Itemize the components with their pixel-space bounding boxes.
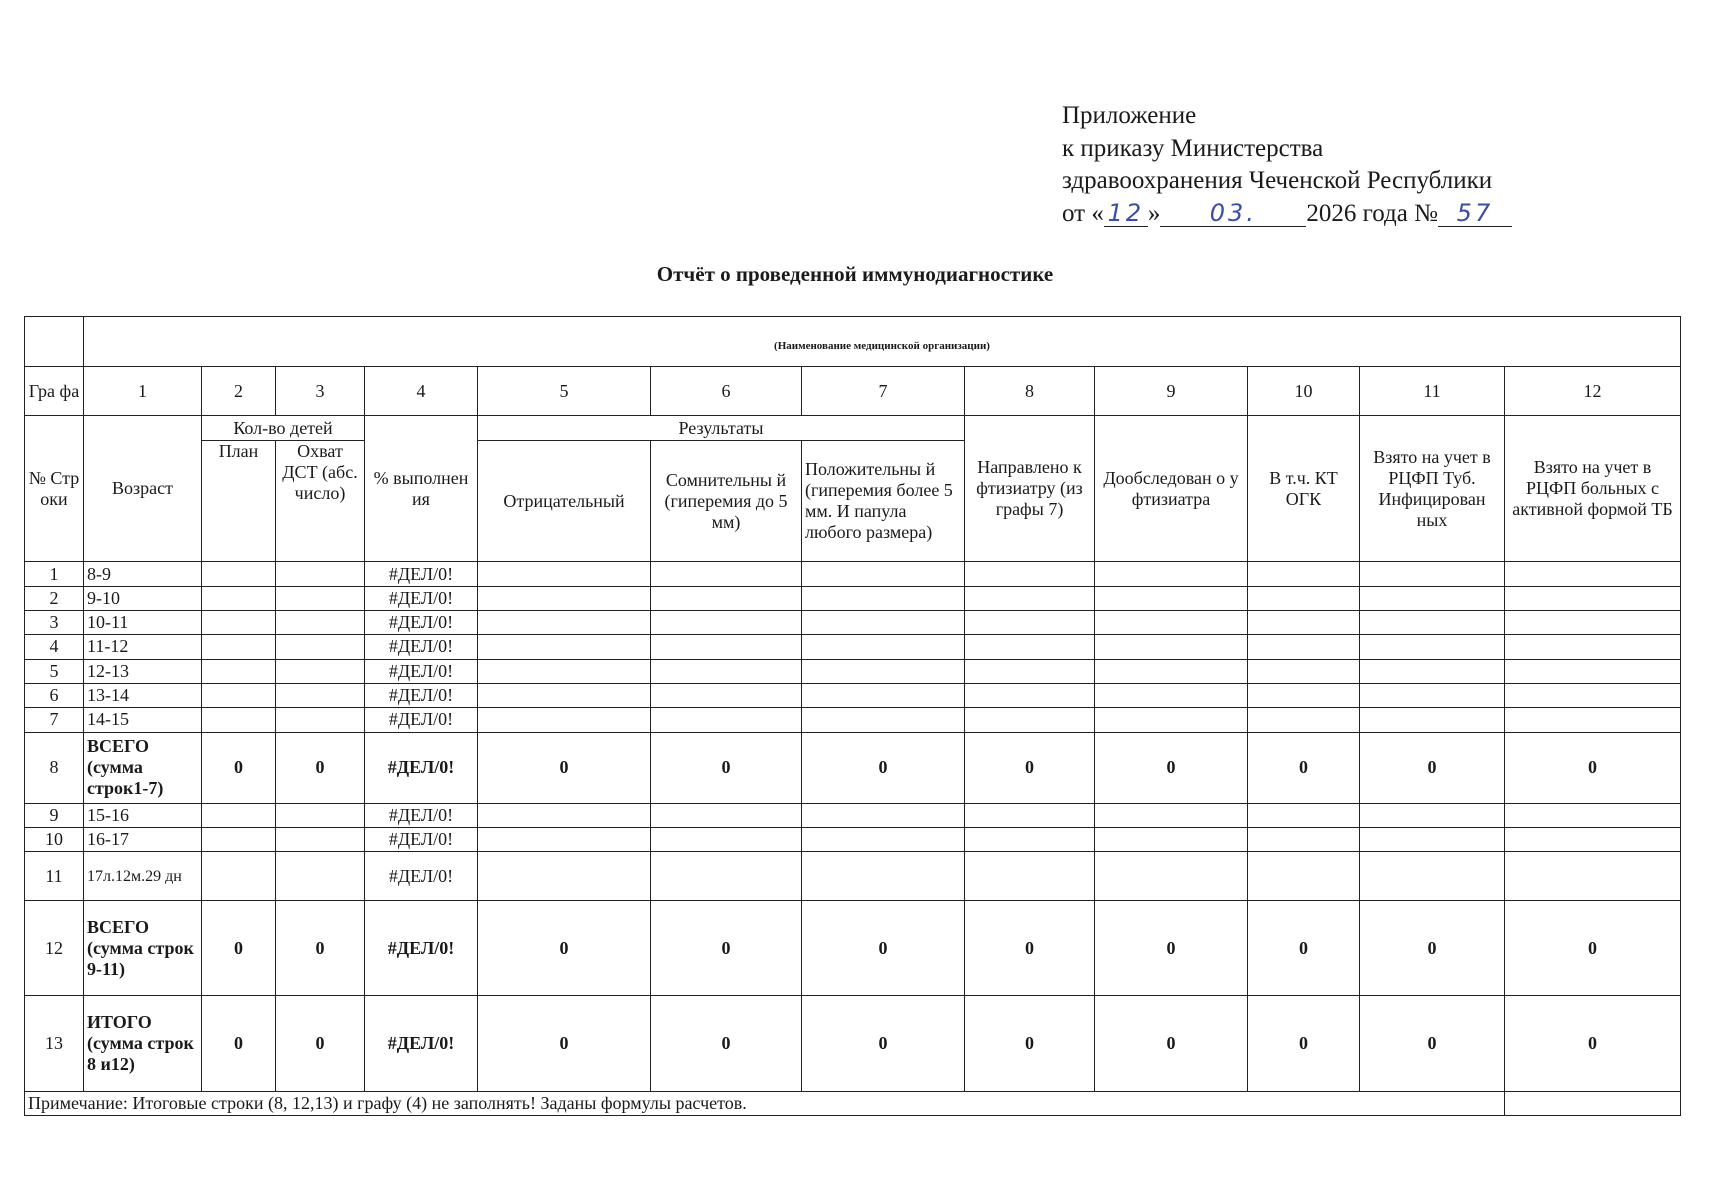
blank-cell xyxy=(1505,1091,1681,1115)
plan-cell[interactable] xyxy=(202,586,276,610)
value-cell[interactable] xyxy=(1505,803,1681,827)
coverage-cell[interactable] xyxy=(276,708,365,732)
value-cell[interactable]: 0 xyxy=(1095,900,1248,995)
header-referred: Направлено к фтизиатру (из графы 7) xyxy=(965,416,1095,562)
value-cell[interactable]: 0 xyxy=(1360,996,1505,1091)
value-cell[interactable] xyxy=(478,803,651,827)
table-row xyxy=(25,708,1681,732)
coverage-cell[interactable]: 0 xyxy=(276,732,365,803)
value-cell[interactable] xyxy=(1505,586,1681,610)
header-results: Результаты xyxy=(478,416,965,440)
column-number: 1 xyxy=(84,366,202,416)
age-cell[interactable]: 14-15 xyxy=(84,708,202,732)
value-cell[interactable] xyxy=(1248,611,1360,635)
header-registered-infected: Взято на учет в РЦФП Туб. Инфицирован ных xyxy=(1360,416,1505,562)
row-number-cell[interactable]: 13 xyxy=(25,996,84,1091)
value-cell[interactable] xyxy=(1360,611,1505,635)
date-mid: » xyxy=(1147,199,1161,227)
value-cell[interactable] xyxy=(1248,803,1360,827)
header-positive: Положительны й (гиперемия более 5 мм. И папула любого размера) xyxy=(802,440,965,562)
header-coverage: Охват ДСТ (абс. число) xyxy=(276,440,365,562)
table-row xyxy=(25,586,1681,610)
table-row xyxy=(25,562,1681,586)
value-cell[interactable] xyxy=(1248,683,1360,707)
appendix-line: Приложение xyxy=(1062,102,1197,129)
age-cell[interactable]: ВСЕГО (сумма строк1-7) xyxy=(84,732,202,803)
value-cell[interactable] xyxy=(1505,562,1681,586)
value-cell[interactable] xyxy=(1248,659,1360,683)
value-cell[interactable]: 0 xyxy=(802,732,965,803)
date-year: 2026 года № xyxy=(1306,199,1438,227)
value-cell[interactable] xyxy=(478,852,651,901)
column-number: 5 xyxy=(478,366,651,416)
value-cell[interactable] xyxy=(478,708,651,732)
value-cell[interactable] xyxy=(802,708,965,732)
report-table xyxy=(24,316,1681,1116)
table-row xyxy=(25,611,1681,635)
appendix-line: здравоохранения Чеченской Республики xyxy=(1062,167,1493,194)
column-number: 4 xyxy=(365,366,478,416)
value-cell[interactable] xyxy=(965,803,1095,827)
value-cell[interactable] xyxy=(802,635,965,659)
coverage-cell[interactable] xyxy=(276,635,365,659)
value-cell[interactable] xyxy=(1095,635,1248,659)
value-cell[interactable] xyxy=(1095,611,1248,635)
value-cell[interactable]: 0 xyxy=(1360,900,1505,995)
note-row xyxy=(25,1091,1681,1115)
percent-cell[interactable]: #ДЕЛ/0! xyxy=(365,708,478,732)
value-cell[interactable] xyxy=(1360,803,1505,827)
order-number: 57 xyxy=(1438,200,1512,227)
header-doubtful: Сомнительны й (гиперемия до 5 мм) xyxy=(651,440,802,562)
value-cell[interactable]: 0 xyxy=(651,996,802,1091)
age-cell[interactable]: 15-16 xyxy=(84,803,202,827)
date-prefix: от « xyxy=(1062,199,1104,227)
value-cell[interactable]: 0 xyxy=(802,900,965,995)
header-kids-count: Кол-во детей xyxy=(202,416,365,440)
plan-cell[interactable] xyxy=(202,562,276,586)
plan-cell[interactable]: 0 xyxy=(202,732,276,803)
coverage-cell[interactable] xyxy=(276,683,365,707)
value-cell[interactable] xyxy=(478,586,651,610)
age-cell[interactable]: 16-17 xyxy=(84,827,202,851)
value-cell[interactable]: 0 xyxy=(965,900,1095,995)
age-cell[interactable]: 13-14 xyxy=(84,683,202,707)
value-cell[interactable] xyxy=(965,562,1095,586)
row-number-cell[interactable]: 9 xyxy=(25,803,84,827)
value-cell[interactable]: 0 xyxy=(1505,996,1681,1091)
row-number-cell[interactable]: 7 xyxy=(25,708,84,732)
row-number-cell[interactable]: 1 xyxy=(25,562,84,586)
value-cell[interactable] xyxy=(1095,683,1248,707)
value-cell[interactable]: 0 xyxy=(1248,900,1360,995)
plan-cell[interactable] xyxy=(202,635,276,659)
percent-cell[interactable]: #ДЕЛ/0! xyxy=(365,659,478,683)
plan-cell[interactable] xyxy=(202,827,276,851)
value-cell[interactable] xyxy=(1360,659,1505,683)
table-row xyxy=(25,732,1681,803)
coverage-cell[interactable] xyxy=(276,562,365,586)
value-cell[interactable] xyxy=(1505,827,1681,851)
column-number: 8 xyxy=(965,366,1095,416)
value-cell[interactable] xyxy=(1248,635,1360,659)
row-number-cell[interactable]: 8 xyxy=(25,732,84,803)
header-percent: % выполнен ия xyxy=(365,416,478,562)
coverage-cell[interactable] xyxy=(276,611,365,635)
value-cell[interactable] xyxy=(1095,562,1248,586)
percent-cell[interactable]: #ДЕЛ/0! xyxy=(365,900,478,995)
header-ct: В т.ч. КТ ОГК xyxy=(1248,416,1360,562)
note-text: Примечание: Итоговые строки (8, 12,13) и графу (4) не заполнять! Заданы формулы расчетов. xyxy=(25,1091,1505,1115)
row-number-cell[interactable]: 2 xyxy=(25,586,84,610)
plan-cell[interactable] xyxy=(202,803,276,827)
value-cell[interactable] xyxy=(965,683,1095,707)
table-row xyxy=(25,683,1681,707)
value-cell[interactable] xyxy=(1505,611,1681,635)
row-number-cell[interactable]: 6 xyxy=(25,683,84,707)
plan-cell[interactable]: 0 xyxy=(202,900,276,995)
value-cell[interactable] xyxy=(1505,635,1681,659)
header-row-1 xyxy=(25,416,1681,440)
column-number: 6 xyxy=(651,366,802,416)
value-cell[interactable] xyxy=(478,683,651,707)
value-cell[interactable] xyxy=(802,827,965,851)
value-cell[interactable]: 0 xyxy=(1248,996,1360,1091)
header-row-no: № Стр оки xyxy=(25,416,84,562)
value-cell[interactable] xyxy=(1360,562,1505,586)
value-cell[interactable] xyxy=(802,683,965,707)
age-cell[interactable]: 12-13 xyxy=(84,659,202,683)
plan-cell[interactable] xyxy=(202,708,276,732)
table-row xyxy=(25,996,1681,1091)
value-cell[interactable] xyxy=(965,586,1095,610)
value-cell[interactable] xyxy=(1248,827,1360,851)
coverage-cell[interactable] xyxy=(276,852,365,901)
row-number-cell[interactable]: 3 xyxy=(25,611,84,635)
value-cell[interactable] xyxy=(802,586,965,610)
value-cell[interactable] xyxy=(1095,852,1248,901)
column-number-row xyxy=(25,366,1681,416)
plan-cell[interactable]: 0 xyxy=(202,996,276,1091)
value-cell[interactable] xyxy=(965,852,1095,901)
value-cell[interactable]: 0 xyxy=(1248,732,1360,803)
value-cell[interactable]: 0 xyxy=(965,996,1095,1091)
table-row xyxy=(25,635,1681,659)
date-month: 03. xyxy=(1160,200,1306,227)
value-cell[interactable]: 0 xyxy=(478,900,651,995)
appendix-date-line xyxy=(1062,198,1512,231)
percent-cell[interactable]: #ДЕЛ/0! xyxy=(365,635,478,659)
row-number-cell[interactable]: 10 xyxy=(25,827,84,851)
value-cell[interactable]: 0 xyxy=(651,732,802,803)
age-cell[interactable]: 8-9 xyxy=(84,562,202,586)
value-cell[interactable] xyxy=(1360,635,1505,659)
row-number-cell[interactable]: 12 xyxy=(25,900,84,995)
table-row xyxy=(25,803,1681,827)
report-title: Отчёт о проведенной иммунодиагностике xyxy=(656,262,1054,286)
value-cell[interactable] xyxy=(1505,683,1681,707)
appendix-block xyxy=(1062,100,1512,230)
header-plan: План xyxy=(202,440,276,562)
value-cell[interactable] xyxy=(802,611,965,635)
plan-cell[interactable] xyxy=(202,659,276,683)
value-cell[interactable] xyxy=(802,659,965,683)
percent-cell[interactable]: #ДЕЛ/0! xyxy=(365,586,478,610)
value-cell[interactable] xyxy=(651,562,802,586)
value-cell[interactable] xyxy=(802,803,965,827)
value-cell[interactable] xyxy=(651,683,802,707)
value-cell[interactable]: 0 xyxy=(802,996,965,1091)
value-cell[interactable] xyxy=(651,827,802,851)
plan-cell[interactable] xyxy=(202,683,276,707)
value-cell[interactable] xyxy=(802,562,965,586)
value-cell[interactable] xyxy=(478,659,651,683)
value-cell[interactable] xyxy=(1095,659,1248,683)
row-number-cell[interactable]: 11 xyxy=(25,852,84,901)
age-cell[interactable]: 17л.12м.29 дн xyxy=(84,852,202,901)
value-cell[interactable] xyxy=(651,852,802,901)
value-cell[interactable] xyxy=(1505,708,1681,732)
value-cell[interactable]: 0 xyxy=(478,996,651,1091)
header-negative: Отрицательный xyxy=(478,440,651,562)
grafa-label: Гра фа xyxy=(25,366,84,416)
row-number-cell[interactable]: 5 xyxy=(25,659,84,683)
blank-cell xyxy=(25,317,84,367)
value-cell[interactable] xyxy=(1248,708,1360,732)
coverage-cell[interactable] xyxy=(276,803,365,827)
value-cell[interactable] xyxy=(965,635,1095,659)
value-cell[interactable] xyxy=(1095,827,1248,851)
value-cell[interactable] xyxy=(1505,659,1681,683)
age-cell[interactable]: ИТОГО (сумма строк 8 и12) xyxy=(84,996,202,1091)
org-row xyxy=(25,317,1681,367)
column-number: 9 xyxy=(1095,366,1248,416)
date-day: 12 xyxy=(1104,200,1148,227)
percent-cell[interactable]: #ДЕЛ/0! xyxy=(365,827,478,851)
value-cell[interactable] xyxy=(1095,708,1248,732)
percent-cell[interactable]: #ДЕЛ/0! xyxy=(365,803,478,827)
value-cell[interactable] xyxy=(965,611,1095,635)
appendix-line: к приказу Министерства xyxy=(1062,134,1324,162)
value-cell[interactable]: 0 xyxy=(651,900,802,995)
value-cell[interactable] xyxy=(1360,586,1505,610)
table-row xyxy=(25,900,1681,995)
value-cell[interactable] xyxy=(651,586,802,610)
column-number: 7 xyxy=(802,366,965,416)
value-cell[interactable] xyxy=(651,635,802,659)
table-row xyxy=(25,827,1681,851)
percent-cell[interactable]: #ДЕЛ/0! xyxy=(365,852,478,901)
value-cell[interactable]: 0 xyxy=(1505,732,1681,803)
value-cell[interactable] xyxy=(1360,827,1505,851)
value-cell[interactable] xyxy=(802,852,965,901)
value-cell[interactable] xyxy=(1095,586,1248,610)
column-number: 2 xyxy=(202,366,276,416)
column-number: 10 xyxy=(1248,366,1360,416)
percent-cell[interactable]: #ДЕЛ/0! xyxy=(365,732,478,803)
value-cell[interactable]: 0 xyxy=(1360,732,1505,803)
value-cell[interactable] xyxy=(1248,586,1360,610)
value-cell[interactable] xyxy=(1248,852,1360,901)
value-cell[interactable]: 0 xyxy=(965,732,1095,803)
percent-cell[interactable]: #ДЕЛ/0! xyxy=(365,611,478,635)
plan-cell[interactable] xyxy=(202,852,276,901)
value-cell[interactable] xyxy=(1248,562,1360,586)
value-cell[interactable] xyxy=(1360,683,1505,707)
percent-cell[interactable]: #ДЕЛ/0! xyxy=(365,996,478,1091)
age-cell[interactable]: 11-12 xyxy=(84,635,202,659)
value-cell[interactable] xyxy=(478,635,651,659)
column-number: 11 xyxy=(1360,366,1505,416)
age-cell[interactable]: 9-10 xyxy=(84,586,202,610)
header-registered-active: Взято на учет в РЦФП больных с активной формой ТБ xyxy=(1505,416,1681,562)
value-cell[interactable] xyxy=(965,659,1095,683)
value-cell[interactable] xyxy=(1095,803,1248,827)
value-cell[interactable]: 0 xyxy=(478,732,651,803)
percent-cell[interactable]: #ДЕЛ/0! xyxy=(365,562,478,586)
coverage-cell[interactable]: 0 xyxy=(276,900,365,995)
age-cell[interactable]: 10-11 xyxy=(84,611,202,635)
value-cell[interactable] xyxy=(478,827,651,851)
age-cell[interactable]: ВСЕГО (сумма строк 9-11) xyxy=(84,900,202,995)
org-placeholder: (Наименование медицинской организации) xyxy=(84,317,1681,367)
coverage-cell[interactable]: 0 xyxy=(276,996,365,1091)
table-row xyxy=(25,659,1681,683)
value-cell[interactable] xyxy=(965,708,1095,732)
value-cell[interactable]: 0 xyxy=(1095,732,1248,803)
value-cell[interactable] xyxy=(478,562,651,586)
value-cell[interactable] xyxy=(651,803,802,827)
value-cell[interactable] xyxy=(651,611,802,635)
percent-cell[interactable]: #ДЕЛ/0! xyxy=(365,683,478,707)
plan-cell[interactable] xyxy=(202,611,276,635)
coverage-cell[interactable] xyxy=(276,827,365,851)
header-examined: Дообследован о у фтизиатра xyxy=(1095,416,1248,562)
value-cell[interactable] xyxy=(1360,708,1505,732)
value-cell[interactable] xyxy=(651,659,802,683)
column-number: 12 xyxy=(1505,366,1681,416)
header-age: Возраст xyxy=(84,416,202,562)
value-cell[interactable] xyxy=(1505,852,1681,901)
coverage-cell[interactable] xyxy=(276,659,365,683)
value-cell[interactable]: 0 xyxy=(1505,900,1681,995)
value-cell[interactable] xyxy=(478,611,651,635)
value-cell[interactable] xyxy=(1360,852,1505,901)
coverage-cell[interactable] xyxy=(276,586,365,610)
row-number-cell[interactable]: 4 xyxy=(25,635,84,659)
value-cell[interactable]: 0 xyxy=(1095,996,1248,1091)
value-cell[interactable] xyxy=(651,708,802,732)
value-cell[interactable] xyxy=(965,827,1095,851)
table-row xyxy=(25,852,1681,901)
column-number: 3 xyxy=(276,366,365,416)
